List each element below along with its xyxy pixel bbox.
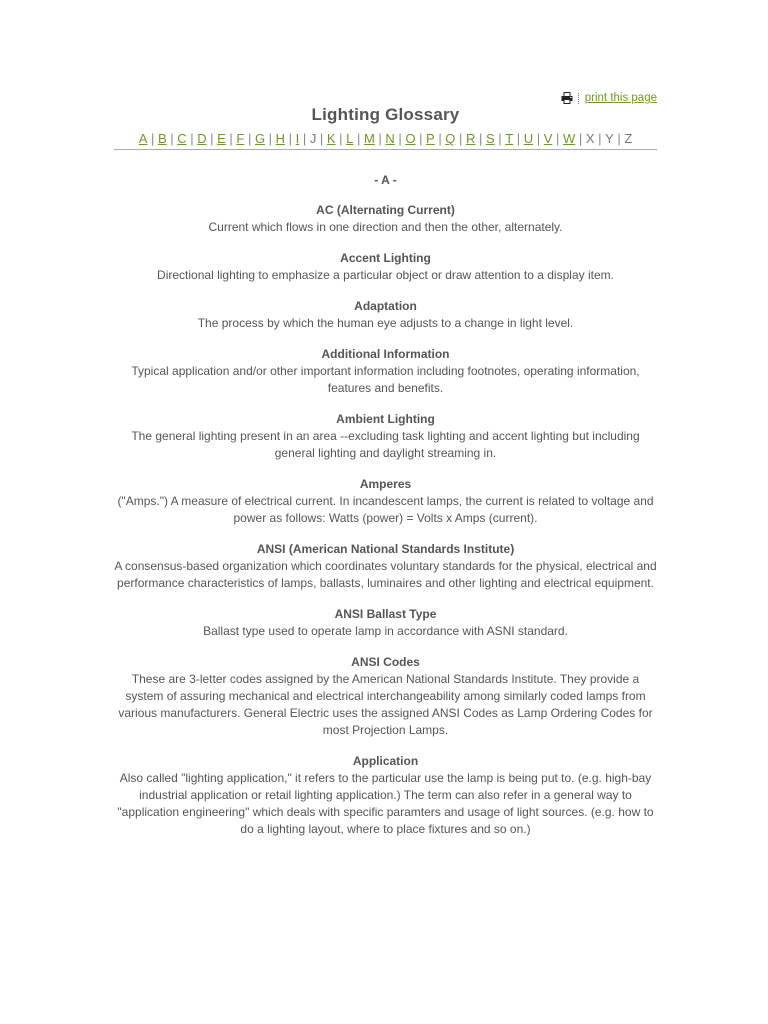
alphabet-letter-a[interactable]: A: [138, 131, 148, 146]
alphabet-separator: |: [438, 131, 442, 146]
alphabet-separator: |: [578, 131, 583, 146]
alphabet-letter-u[interactable]: U: [523, 131, 534, 146]
section-heading-a: - A -: [374, 173, 397, 187]
alphabet-separator: |: [598, 131, 602, 146]
alphabet-letter-i[interactable]: I: [295, 131, 300, 146]
alphabet-separator: |: [339, 131, 343, 146]
glossary-term-definition: The general lighting present in an area --excluding task lighting and accent lighting but including general lighting and daylight streaming in.: [131, 429, 640, 460]
alphabet-letter-s[interactable]: S: [485, 131, 495, 146]
alphabet-separator: |: [536, 131, 541, 146]
glossary-page: [114, 88, 657, 838]
alphabet-letter-k[interactable]: K: [326, 131, 336, 146]
glossary-term-title: Accent Lighting: [340, 251, 431, 265]
alphabet-letter-v[interactable]: V: [543, 131, 553, 146]
alphabet-letter-q[interactable]: Q: [445, 131, 456, 146]
alphabet-separator: |: [319, 131, 324, 146]
alphabet-letter-y: Y: [605, 131, 614, 146]
alphabet-letter-g[interactable]: G: [254, 131, 266, 146]
alphabet-letter-e[interactable]: E: [217, 131, 226, 146]
glossary-entry: [114, 476, 657, 527]
page-title: Lighting Glossary: [311, 105, 460, 124]
glossary-term-definition: The process by which the human eye adjusts to a change in light level.: [197, 316, 574, 330]
glossary-term-title: ANSI (American National Standards Institute): [256, 542, 515, 556]
alphabet-letter-z: Z: [624, 131, 633, 146]
glossary-term-title: Adaptation: [354, 299, 417, 313]
glossary-entry: [114, 654, 657, 739]
glossary-term-list: [114, 202, 657, 838]
glossary-entry: [114, 250, 657, 284]
glossary-entry: [114, 411, 657, 462]
glossary-entry: [114, 753, 657, 838]
glossary-term-title: Ambient Lighting: [336, 412, 435, 426]
printer-icon[interactable]: [561, 92, 573, 104]
alphabet-separator: |: [229, 131, 233, 146]
glossary-term-title: ANSI Ballast Type: [334, 607, 437, 621]
glossary-term-definition: A consensus-based organization which coordinates voluntary standards for the physical, electrical and performance characteristics of lamps, ballasts, luminaires and other lighting and electrical equipment.: [114, 559, 657, 590]
glossary-term-title: Application: [352, 754, 419, 768]
alphabet-letter-l[interactable]: L: [346, 131, 354, 146]
glossary-entry: [114, 541, 657, 592]
alphabet-letter-x: X: [585, 131, 595, 146]
alphabet-letter-j: J: [309, 131, 317, 146]
alphabet-letter-r[interactable]: R: [466, 131, 476, 146]
alphabet-letter-w[interactable]: W: [562, 131, 576, 146]
alphabet-separator: |: [516, 131, 521, 146]
alphabet-letter-m[interactable]: M: [363, 131, 375, 146]
glossary-term-definition: These are 3-letter codes assigned by the American National Standards Institute. They provide a system of assuring mechanical and electrical interchangeability among similarly coded lamps from various manufacturers. General Electric uses the assigned ANSI Codes as Lamp Ordering Codes for most Projection Lamps.: [118, 672, 653, 737]
alphabet-separator: |: [498, 131, 502, 146]
alphabet-separator: |: [268, 131, 273, 146]
glossary-term-definition: Also called "lighting application," it refers to the particular use the lamp is being put to. (e.g. high-bay industrial application or retail lighting application.) The term can also refer in a general way to "application engineering" which deals with specific paramters and usage of light sources. (e.g. how to do a lighting layout, where to place fixtures and so on.): [117, 771, 654, 836]
alphabet-separator: |: [190, 131, 194, 146]
alphabet-letter-b[interactable]: B: [157, 131, 167, 146]
alphabet-letter-d[interactable]: D: [197, 131, 207, 146]
alphabet-separator: |: [170, 131, 174, 146]
glossary-term-title: Amperes: [359, 477, 412, 491]
alphabet-letter-h[interactable]: H: [275, 131, 286, 146]
alphabet-separator: |: [288, 131, 293, 146]
glossary-term-title: AC (Alternating Current): [316, 203, 455, 217]
glossary-term-definition: Ballast type used to operate lamp in accordance with ASNI standard.: [203, 624, 568, 638]
alphabet-separator: |: [478, 131, 483, 146]
glossary-entry: [114, 202, 657, 236]
glossary-entry: [114, 606, 657, 640]
alphabet-letter-p[interactable]: P: [426, 131, 435, 146]
alphabet-separator: |: [419, 131, 423, 146]
alphabet-letter-o[interactable]: O: [405, 131, 416, 146]
alphabet-separator: |: [398, 131, 402, 146]
alphabet-letter-n[interactable]: N: [385, 131, 395, 146]
print-separator: [578, 93, 580, 104]
print-toolbar: [561, 90, 657, 106]
alphabet-separator: |: [617, 131, 621, 146]
alphabet-letter-f[interactable]: F: [236, 131, 245, 146]
alphabet-separator: |: [210, 131, 214, 146]
alphabet-separator: |: [302, 131, 307, 146]
glossary-term-title: ANSI Codes: [351, 655, 420, 669]
alphabet-separator: |: [356, 131, 361, 146]
glossary-term-definition: Directional lighting to emphasize a particular object or draw attention to a display item.: [157, 268, 614, 282]
alphabet-separator: |: [555, 131, 560, 146]
alphabet-separator: |: [247, 131, 252, 146]
glossary-term-title: Additional Information: [321, 347, 450, 361]
alphabet-separator: |: [378, 131, 382, 146]
alphabet-letter-t[interactable]: T: [505, 131, 514, 146]
glossary-entry: [114, 298, 657, 332]
glossary-term-definition: Typical application and/or other important information including footnotes, operating information, features and benefits.: [131, 364, 640, 395]
alphabet-separator: |: [150, 131, 155, 146]
glossary-entry: [114, 346, 657, 397]
glossary-term-definition: ("Amps.") A measure of electrical current. In incandescent lamps, the current is related to voltage and power as follows: Watts (power) = Volts x Amps (current).: [117, 494, 654, 525]
glossary-term-definition: Current which flows in one direction and then the other, alternately.: [208, 220, 563, 234]
alphabet-navigation: [114, 130, 657, 150]
alphabet-separator: |: [459, 131, 463, 146]
print-page-link[interactable]: print this page: [584, 92, 657, 104]
alphabet-letter-c[interactable]: C: [177, 131, 187, 146]
